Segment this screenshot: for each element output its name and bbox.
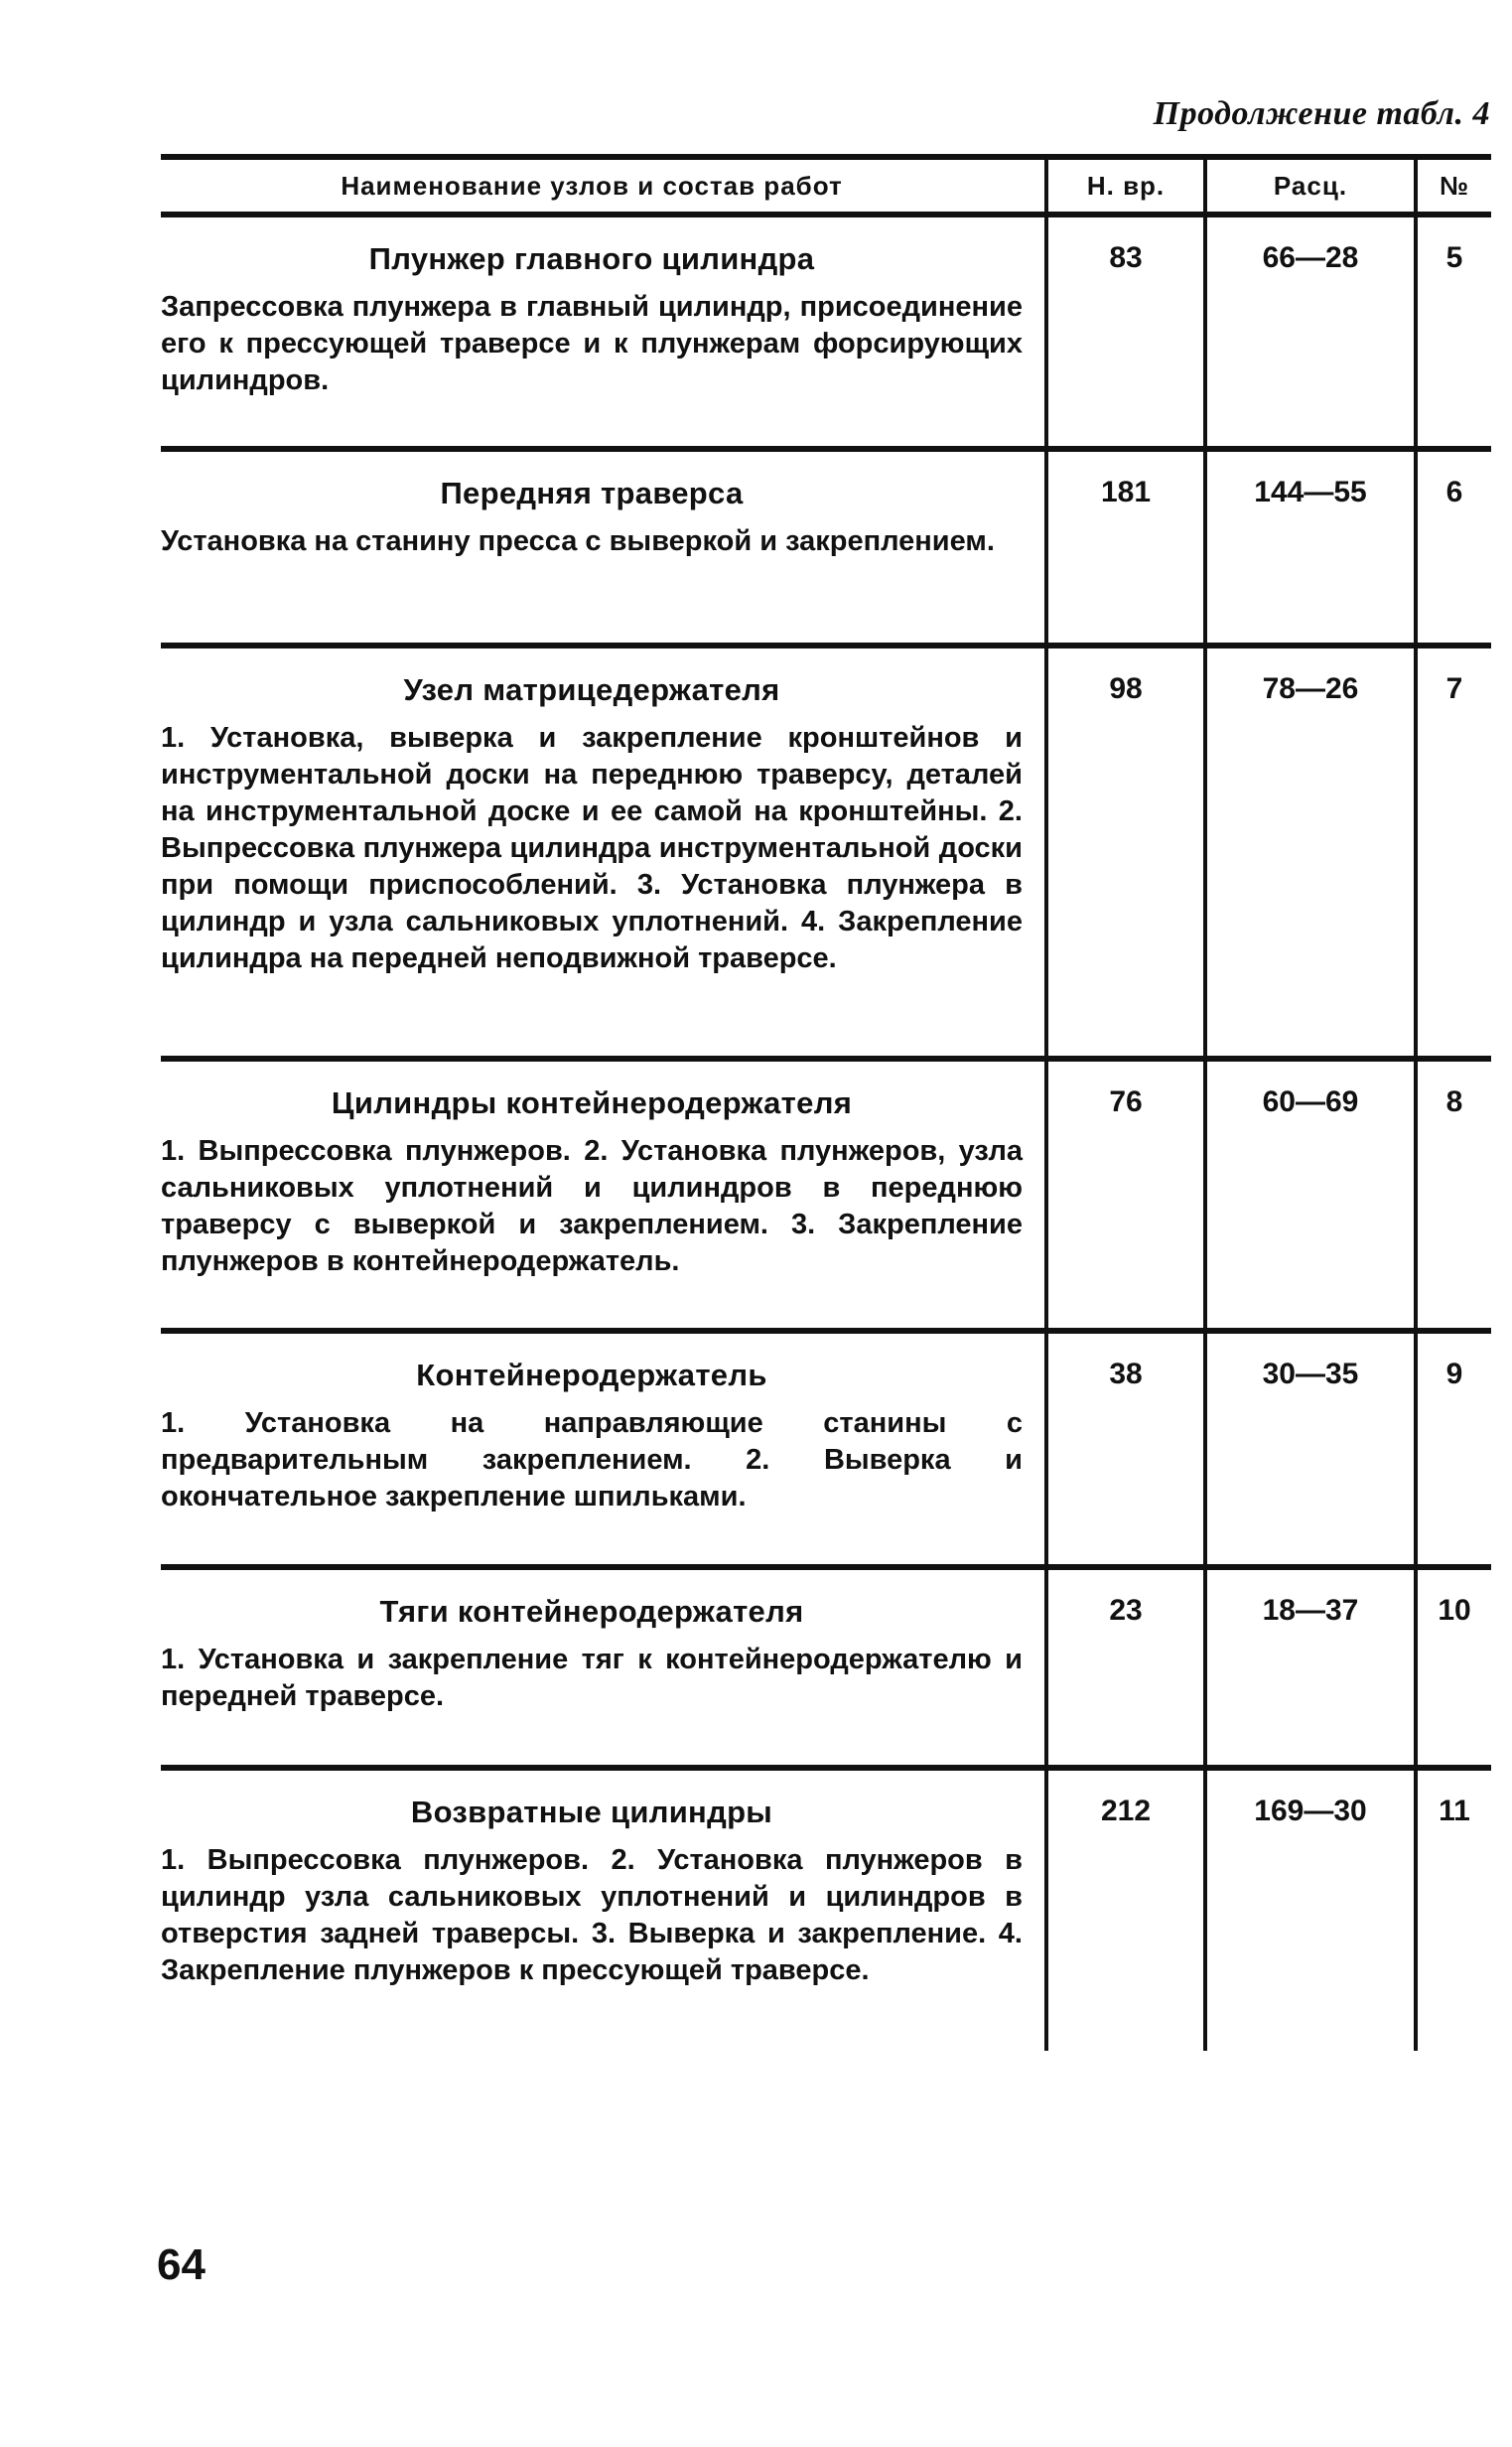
row-time: 98 bbox=[1109, 672, 1143, 705]
row-price: 144—55 bbox=[1254, 476, 1367, 508]
row-time: 83 bbox=[1109, 241, 1143, 274]
row-num-cell bbox=[1414, 648, 1491, 1056]
table-row bbox=[161, 1334, 1491, 1570]
row-num: 8 bbox=[1445, 1085, 1463, 1118]
row-num-cell bbox=[1414, 1334, 1491, 1564]
row-time: 38 bbox=[1109, 1358, 1143, 1390]
row-time-cell bbox=[1044, 1062, 1203, 1328]
row-title: Контейнеродержатель bbox=[416, 1358, 767, 1392]
table-row bbox=[161, 1062, 1491, 1334]
row-time: 23 bbox=[1109, 1594, 1143, 1627]
row-price-cell bbox=[1203, 217, 1414, 446]
row-text: 1. Выпрессовка плунжеров. 2. Установка плунжеров в цилиндр узла сальниковых уплотнений и цилиндров в отверстия задней траверсы. 3. Выверка и закрепление. 4. Закрепление плунжеров к прессующей траверсе. bbox=[161, 1844, 1023, 1986]
row-text: 1. Установка, выверка и закрепление кронштейнов и инструментальной доски на переднюю траверсу, деталей на инструментальной доске и ее самой на кронштейны. 2. Выпрессовка плунжера цилиндра инструментальной доски при помощи приспособлений. 3. Установка плунжера в цилиндр и узла сальниковых уплотнений. 4. Закрепление цилиндра на передней неподвижной траверсе. bbox=[161, 722, 1023, 974]
row-time: 212 bbox=[1100, 1795, 1152, 1827]
page-number: 64 bbox=[157, 2240, 206, 2289]
table-row bbox=[161, 1570, 1491, 1771]
row-num-cell bbox=[1414, 452, 1491, 643]
row-text: Установка на станину пресса с выверкой и закреплением. bbox=[161, 525, 995, 557]
row-num: 6 bbox=[1445, 476, 1463, 508]
table-row bbox=[161, 217, 1491, 452]
row-price: 78—26 bbox=[1262, 672, 1359, 705]
row-num: 5 bbox=[1445, 241, 1463, 274]
row-num: 7 bbox=[1445, 672, 1463, 705]
row-title: Узел матрицедержателя bbox=[403, 672, 780, 707]
row-title: Плунжер главного цилиндра bbox=[368, 241, 815, 276]
row-price-cell bbox=[1203, 1062, 1414, 1328]
row-price: 18—37 bbox=[1262, 1594, 1359, 1627]
table-row bbox=[161, 648, 1491, 1062]
row-time: 181 bbox=[1100, 476, 1152, 508]
row-price-cell bbox=[1203, 1771, 1414, 2051]
row-text: 1. Установка на направляющие станины с предварительным закреплением. 2. Выверка и окончательное закрепление шпильками. bbox=[161, 1407, 1023, 1512]
row-price-cell bbox=[1203, 452, 1414, 643]
row-text: 1. Установка и закрепление тяг к контейнеродержателю и передней траверсе. bbox=[161, 1644, 1023, 1712]
row-name-cell bbox=[161, 648, 1044, 1056]
row-title: Цилиндры контейнеродержателя bbox=[331, 1085, 853, 1120]
row-text: Запрессовка плунжера в главный цилиндр, присоединение его к прессующей траверсе и к плунжерам форсирующих цилиндров. bbox=[161, 291, 1023, 396]
row-price-cell bbox=[1203, 1570, 1414, 1765]
table-row bbox=[161, 452, 1491, 648]
row-time: 76 bbox=[1109, 1085, 1143, 1118]
row-price: 30—35 bbox=[1262, 1358, 1359, 1390]
row-num: 11 bbox=[1439, 1795, 1470, 1827]
row-num: 9 bbox=[1445, 1358, 1463, 1390]
row-title: Тяги контейнеродержателя bbox=[379, 1594, 804, 1629]
row-name-cell bbox=[161, 1062, 1044, 1328]
header-num: № bbox=[1414, 160, 1491, 212]
row-price: 66—28 bbox=[1262, 241, 1359, 274]
table-row bbox=[161, 1771, 1491, 2051]
row-price: 169—30 bbox=[1254, 1795, 1367, 1827]
row-title: Передняя траверса bbox=[440, 476, 744, 510]
header-price: Расц. bbox=[1203, 160, 1414, 212]
header-name: Наименование узлов и состав работ bbox=[341, 170, 843, 201]
row-name-cell bbox=[161, 217, 1044, 446]
row-time-cell bbox=[1044, 1570, 1203, 1765]
row-title: Возвратные цилиндры bbox=[410, 1795, 773, 1829]
works-table bbox=[161, 154, 1491, 2051]
row-time-cell bbox=[1044, 217, 1203, 446]
row-time-cell bbox=[1044, 1771, 1203, 2051]
row-time-cell bbox=[1044, 452, 1203, 643]
row-time-cell bbox=[1044, 1334, 1203, 1564]
row-text: 1. Выпрессовка плунжеров. 2. Установка плунжеров, узла сальниковых уплотнений и цилиндров в переднюю траверсу с выверкой и закреплением. 3. Закрепление плунжеров в контейнеродержатель. bbox=[161, 1135, 1023, 1277]
header-time: Н. вр. bbox=[1044, 160, 1203, 212]
row-price: 60—69 bbox=[1262, 1085, 1359, 1118]
table-header bbox=[161, 154, 1491, 217]
row-num-cell bbox=[1414, 217, 1491, 446]
row-price-cell bbox=[1203, 1334, 1414, 1564]
row-name-cell bbox=[161, 1334, 1044, 1564]
row-num-cell bbox=[1414, 1771, 1491, 2051]
row-num: 10 bbox=[1438, 1594, 1471, 1627]
row-time-cell bbox=[1044, 648, 1203, 1056]
row-num-cell bbox=[1414, 1062, 1491, 1328]
row-num-cell bbox=[1414, 1570, 1491, 1765]
row-name-cell bbox=[161, 452, 1044, 643]
table-continuation-caption: Продолжение табл. 4 bbox=[1153, 95, 1490, 132]
row-name-cell bbox=[161, 1570, 1044, 1765]
row-price-cell bbox=[1203, 648, 1414, 1056]
row-name-cell bbox=[161, 1771, 1044, 2051]
